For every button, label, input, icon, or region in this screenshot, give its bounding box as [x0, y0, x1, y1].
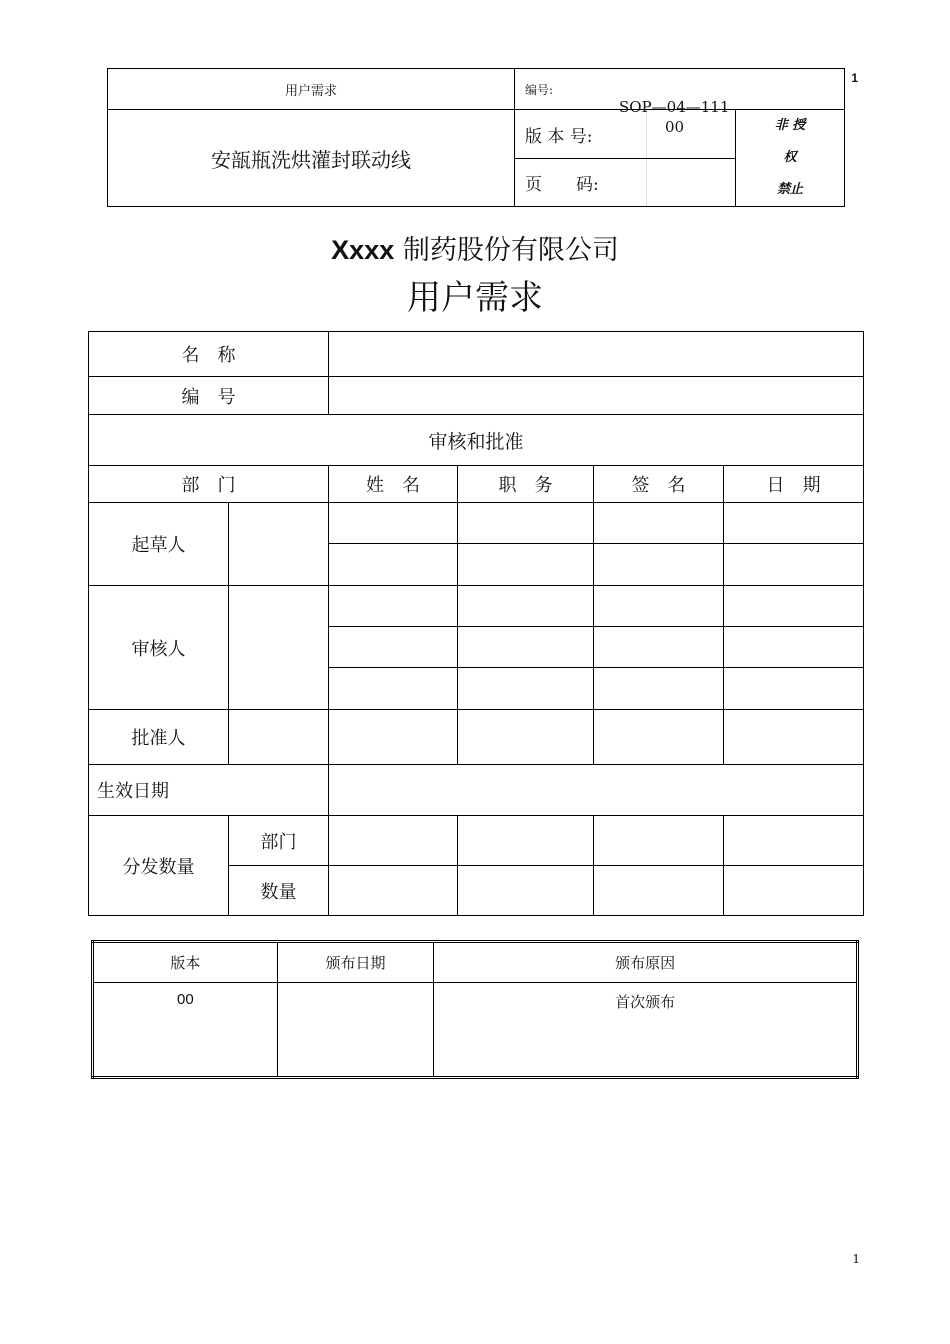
table-cell [724, 627, 864, 668]
issue-date-header: 颁布日期 [277, 942, 434, 983]
table-cell [724, 668, 864, 710]
issue-reason-value: 首次颁布 [434, 983, 858, 1078]
col-header-name: 姓 名 [329, 466, 458, 503]
table-cell [594, 866, 724, 916]
approval-table [88, 331, 864, 916]
version-header: 版本 [93, 942, 278, 983]
footer-page-number: 1 [852, 1252, 860, 1266]
reviewer-dept [229, 586, 329, 710]
table-cell [458, 816, 594, 866]
table-cell [594, 668, 724, 710]
table-cell [329, 586, 458, 627]
header-page-number: 1 [851, 71, 858, 85]
issue-date-value [277, 983, 434, 1078]
header-page-value [647, 159, 736, 207]
table-cell [724, 586, 864, 627]
col-header-position: 职 务 [458, 466, 594, 503]
unauthorized-line2: 权 [783, 150, 797, 165]
col-header-signature: 签 名 [594, 466, 724, 503]
table-cell [329, 668, 458, 710]
approver-dept [229, 710, 329, 765]
table-cell [724, 710, 864, 765]
unauthorized-stamp [736, 110, 845, 207]
distribution-label: 分发数量 [89, 816, 229, 916]
col-header-dept: 部 门 [89, 466, 329, 503]
version-history-table [91, 940, 859, 1079]
table-cell [724, 816, 864, 866]
distribution-dept-label: 部门 [229, 816, 329, 866]
table-cell [329, 627, 458, 668]
table-cell [329, 544, 458, 586]
header-number-label: 编号: [515, 69, 845, 110]
table-cell [724, 503, 864, 544]
header-version-value-line1: SOP—04—111 [619, 98, 730, 116]
drafter-dept [229, 503, 329, 586]
table-cell [594, 586, 724, 627]
header-table [107, 68, 845, 207]
table-cell [329, 710, 458, 765]
col-header-date: 日 期 [724, 466, 864, 503]
company-name-latin: Xxxx [331, 235, 395, 265]
header-page-label: 页 码: [515, 159, 647, 207]
company-name-cn: 制药股份有限公司 [402, 235, 619, 266]
table-cell [594, 503, 724, 544]
table-cell [329, 866, 458, 916]
table-cell [458, 544, 594, 586]
effective-date-value [329, 765, 864, 816]
table-cell [458, 503, 594, 544]
company-name [0, 228, 950, 267]
table-cell [458, 627, 594, 668]
distribution-qty-label: 数量 [229, 866, 329, 916]
name-label: 名 称 [89, 332, 329, 377]
header-doc-type: 用户需求 [108, 69, 515, 110]
effective-date-label: 生效日期 [89, 765, 329, 816]
name-value [329, 332, 864, 377]
table-cell [724, 544, 864, 586]
header-version-label: 版 本 号: [515, 110, 647, 159]
unauthorized-line3: 禁止 [776, 182, 803, 197]
table-cell [329, 816, 458, 866]
table-cell [458, 710, 594, 765]
table-cell [458, 866, 594, 916]
issue-reason-header: 颁布原因 [434, 942, 858, 983]
header-title: 安瓿瓶洗烘灌封联动线 [108, 110, 515, 207]
unauthorized-line1: 非 授 [774, 118, 806, 133]
table-row [93, 983, 858, 1078]
approver-label: 批准人 [89, 710, 229, 765]
table-cell [329, 503, 458, 544]
table-cell [458, 586, 594, 627]
document-title: 用户需求 [407, 278, 543, 318]
table-cell [594, 710, 724, 765]
number-value [329, 377, 864, 415]
table-cell [594, 816, 724, 866]
version-value: 00 [93, 983, 278, 1078]
table-cell [724, 866, 864, 916]
table-cell [594, 544, 724, 586]
header-version-value-line2: 00 [665, 118, 685, 136]
reviewer-label: 审核人 [89, 586, 229, 710]
header-version-value [619, 98, 736, 159]
table-cell [594, 627, 724, 668]
number-label: 编 号 [89, 377, 329, 415]
drafter-label: 起草人 [89, 503, 229, 586]
table-cell [458, 668, 594, 710]
section-title: 审核和批准 [89, 415, 864, 466]
